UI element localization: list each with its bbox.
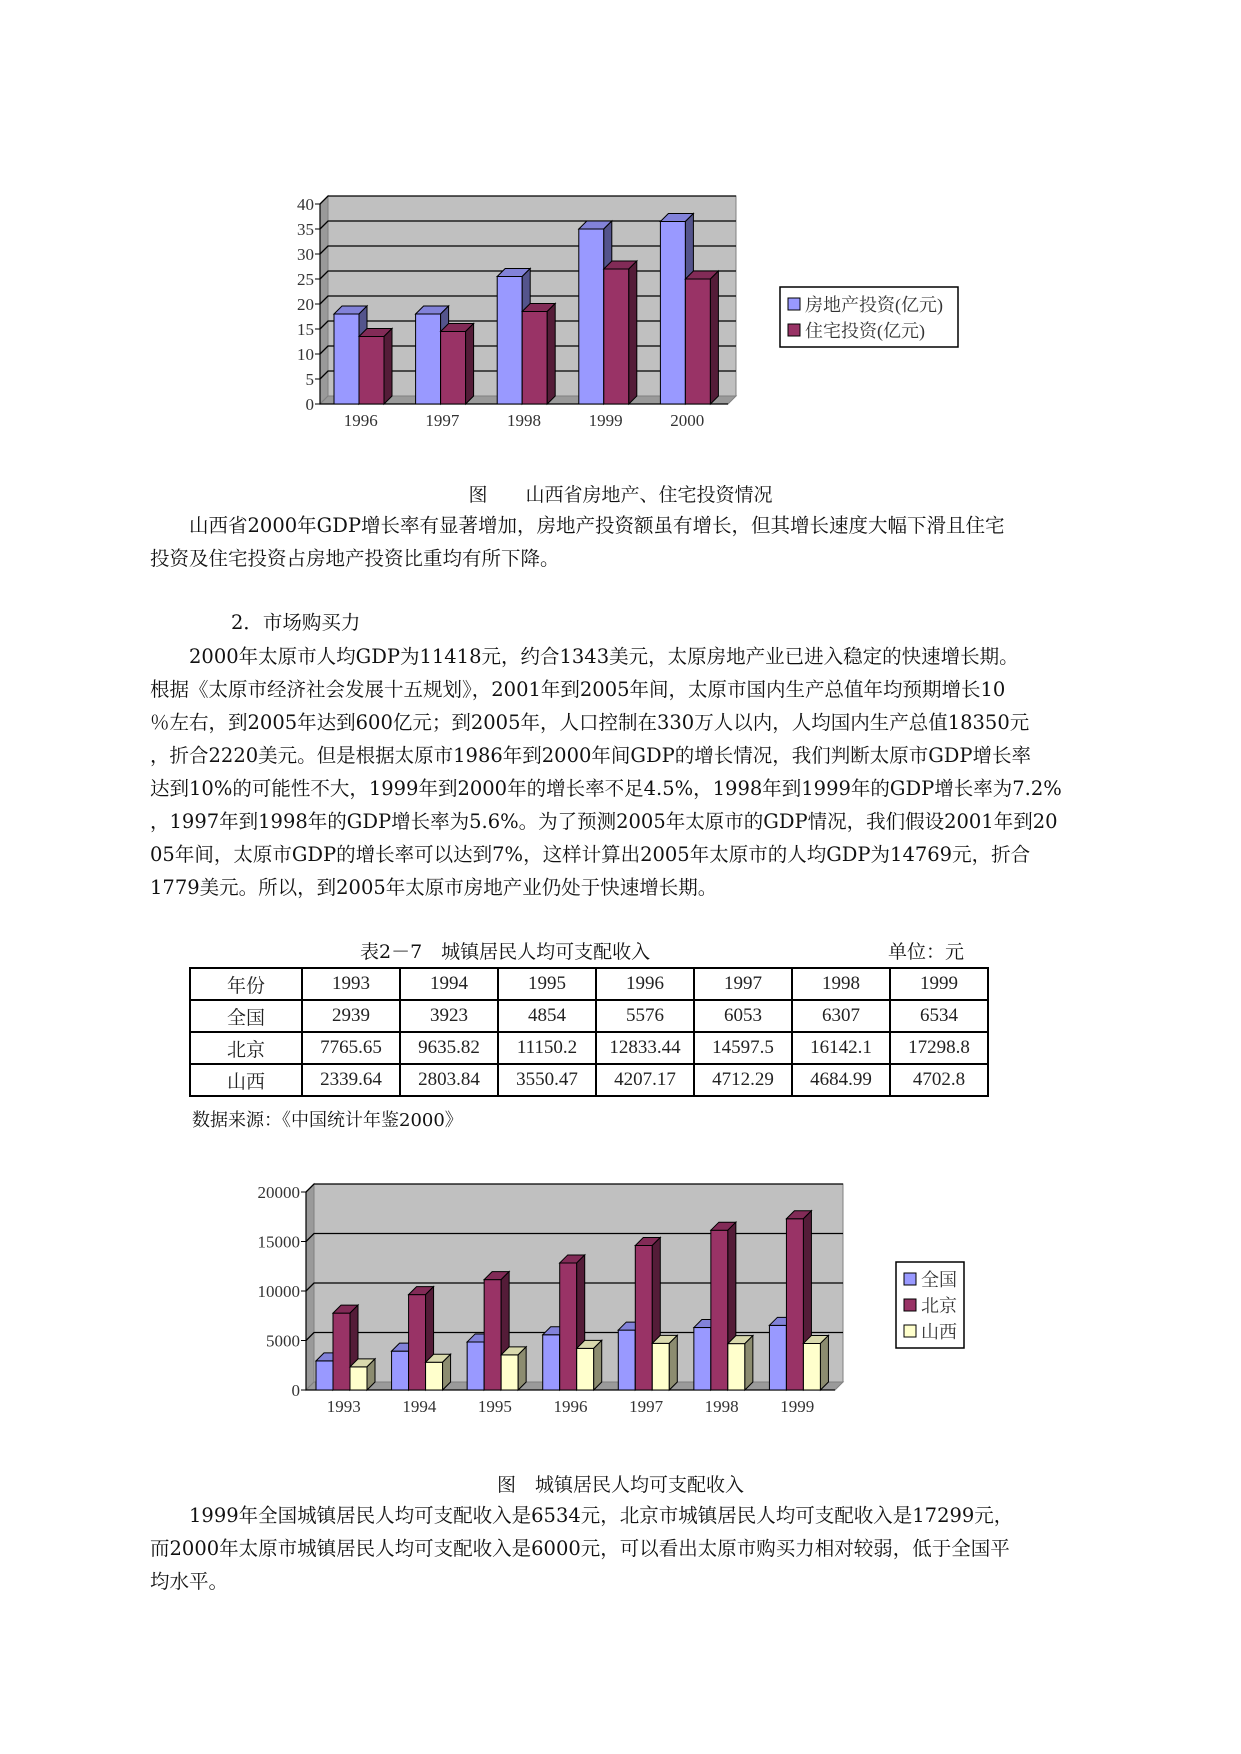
table-cell: 1997 — [694, 968, 792, 1000]
bar-side — [820, 1335, 828, 1390]
y-tick-label: 20000 — [257, 1183, 300, 1202]
section-heading: 2．市场购买力 — [192, 611, 361, 634]
bar — [579, 229, 604, 404]
paragraph-2 — [150, 640, 1090, 904]
legend-swatch — [788, 324, 800, 336]
paragraph-line: ，折合2220美元。但是根据太原市1986年到2000年间GDP的增长情况，我们判断太原市GDP增长率 — [150, 744, 1032, 767]
table-cell: 12833.44 — [596, 1032, 694, 1064]
paragraph-line: 而2000年太原市城镇居民人均可支配收入是6000元，可以看出太原市购买力相对较弱，低于全国平 — [150, 1537, 1010, 1560]
bar-side — [594, 1340, 602, 1390]
bar — [652, 1343, 669, 1390]
figure1-caption: 图 山西省房地产、住宅投资情况 — [468, 484, 773, 506]
table-row — [190, 968, 988, 1000]
bar — [441, 332, 466, 405]
paragraph-line: 1779美元。所以，到2005年太原市房地产业仍处于快速增长期。 — [150, 876, 718, 899]
bar — [543, 1335, 560, 1390]
y-tick-label: 25 — [297, 270, 314, 289]
y-tick-label: 15000 — [257, 1232, 300, 1252]
x-tick-label: 2000 — [670, 411, 705, 430]
bar — [497, 277, 522, 405]
legend-label: 房地产投资(亿元) — [805, 295, 943, 315]
table-cell: 1995 — [498, 968, 596, 1000]
bar — [618, 1330, 635, 1390]
paragraph-line: 2000年太原市人均GDP为11418元，约合1343美元，太原房地产业已进入稳定的快速增长期。 — [150, 645, 1019, 668]
bar — [392, 1351, 409, 1390]
table-cell: 7765.65 — [302, 1032, 400, 1064]
y-tick-label: 10 — [297, 345, 314, 364]
table-cell: 6307 — [792, 1000, 890, 1032]
table-cell: 4207.17 — [596, 1064, 694, 1096]
bar — [711, 1230, 728, 1390]
bar — [409, 1295, 426, 1390]
bar — [685, 279, 710, 404]
y-tick-label: 35 — [297, 220, 314, 239]
legend-swatch — [904, 1273, 916, 1285]
table-cell: 山西 — [190, 1064, 302, 1096]
x-tick-label: 1996 — [553, 1397, 588, 1416]
bar-side — [466, 324, 474, 405]
bar-side — [384, 329, 392, 405]
table-cell: 1994 — [400, 968, 498, 1000]
table-row — [190, 1032, 988, 1064]
y-tick-label: 20 — [297, 295, 314, 314]
y-tick-label: 0 — [305, 395, 314, 414]
bar — [577, 1348, 594, 1390]
income-table — [189, 967, 989, 1097]
bar — [467, 1342, 484, 1390]
table-cell: 1996 — [596, 968, 694, 1000]
paragraph-1 — [150, 509, 1090, 575]
bar — [560, 1263, 577, 1390]
y-tick-label: 0 — [291, 1381, 300, 1400]
investment-bar-chart — [0, 0, 1241, 470]
bar — [316, 1361, 333, 1390]
x-tick-label: 1999 — [588, 411, 623, 430]
figure2-caption: 图 城镇居民人均可支配收入 — [496, 1474, 744, 1496]
bar — [769, 1325, 786, 1390]
paragraph-line: 05年间，太原市GDP的增长率可以达到7%，这样计算出2005年太原市的人均GDP为14769元，折合 — [150, 843, 1031, 866]
table-cell: 16142.1 — [792, 1032, 890, 1064]
bar — [604, 269, 629, 404]
paragraph-3 — [150, 1499, 1090, 1598]
table-cell: 5576 — [596, 1000, 694, 1032]
paragraph-line: ％左右，到2005年达到600亿元；到2005年，人口控制在330万人以内，人均国内生产总值18350元 — [150, 711, 1030, 734]
table-cell: 3923 — [400, 1000, 498, 1032]
income-bar-chart — [0, 1160, 1241, 1440]
bar — [660, 222, 685, 405]
y-tick-label: 5000 — [266, 1331, 300, 1351]
table-cell: 1993 — [302, 968, 400, 1000]
paragraph-line: 均水平。 — [150, 1570, 229, 1593]
bar-side — [518, 1347, 526, 1390]
table-cell: 4712.29 — [694, 1064, 792, 1096]
table-row — [190, 1064, 988, 1096]
table-cell: 6053 — [694, 1000, 792, 1032]
legend-label: 北京 — [921, 1296, 957, 1316]
bar — [416, 314, 441, 404]
table-cell: 2803.84 — [400, 1064, 498, 1096]
paragraph-line: 1999年全国城镇居民人均可支配收入是6534元，北京市城镇居民人均可支配收入是17299元， — [150, 1504, 1014, 1527]
legend-swatch — [788, 298, 800, 310]
table-title: 表2－7 城镇居民人均可支配收入 — [360, 941, 651, 963]
bar-side — [710, 271, 718, 404]
y-tick-label: 5 — [305, 370, 314, 389]
table-cell: 3550.47 — [498, 1064, 596, 1096]
paragraph-line: 达到10%的可能性不大，1999年到2000年的增长率不足4.5%，1998年到1999年的GDP增长率为7.2% — [150, 777, 1062, 800]
x-tick-label: 1995 — [477, 1397, 512, 1416]
bar — [635, 1245, 652, 1390]
paragraph-line: 投资及住宅投资占房地产投资比重均有所下降。 — [150, 547, 560, 570]
x-tick-label: 1997 — [425, 411, 460, 430]
legend-label: 山西 — [921, 1322, 957, 1342]
paragraph-line: 山西省2000年GDP增长率有显著增加，房地产投资额虽有增长，但其增长速度大幅下滑且住宅 — [150, 514, 1005, 537]
bar — [728, 1344, 745, 1390]
x-tick-label: 1998 — [704, 1397, 739, 1416]
legend-swatch — [904, 1299, 916, 1311]
table-cell: 1998 — [792, 968, 890, 1000]
table-cell: 6534 — [890, 1000, 988, 1032]
x-tick-label: 1993 — [326, 1397, 361, 1416]
x-tick-label: 1999 — [780, 1397, 815, 1416]
y-tick-label: 40 — [297, 195, 314, 214]
table-row — [190, 1000, 988, 1032]
x-tick-label: 1997 — [629, 1397, 664, 1416]
table-cell: 9635.82 — [400, 1032, 498, 1064]
bar — [426, 1362, 443, 1390]
y-tick-label: 15 — [297, 320, 314, 339]
table-cell: 全国 — [190, 1000, 302, 1032]
bar-side — [547, 304, 555, 405]
bar — [359, 337, 384, 405]
bar — [786, 1219, 803, 1390]
table-cell: 11150.2 — [498, 1032, 596, 1064]
table-unit: 单位：元 — [888, 941, 965, 963]
legend-label: 全国 — [921, 1270, 957, 1290]
bar — [803, 1343, 820, 1390]
table-cell: 1999 — [890, 968, 988, 1000]
table-cell: 4854 — [498, 1000, 596, 1032]
bar — [350, 1367, 367, 1390]
bar — [333, 1313, 350, 1390]
bar-side — [629, 261, 637, 404]
table-cell: 2339.64 — [302, 1064, 400, 1096]
bar — [522, 312, 547, 405]
x-tick-label: 1998 — [507, 411, 541, 430]
legend-swatch — [904, 1325, 916, 1337]
table-cell: 17298.8 — [890, 1032, 988, 1064]
bar-side — [745, 1336, 753, 1390]
table-cell: 4684.99 — [792, 1064, 890, 1096]
paragraph-line: 根据《太原市经济社会发展十五规划》，2001年到2005年间，太原市国内生产总值年均预期增长10 — [150, 678, 1006, 701]
table-cell: 14597.5 — [694, 1032, 792, 1064]
bar-side — [669, 1335, 677, 1390]
bar — [484, 1280, 501, 1390]
bar — [694, 1328, 711, 1390]
table-cell: 4702.8 — [890, 1064, 988, 1096]
x-tick-label: 1996 — [343, 411, 378, 430]
legend-label: 住宅投资(亿元) — [805, 321, 925, 341]
x-tick-label: 1994 — [402, 1397, 437, 1416]
y-tick-label: 30 — [297, 245, 314, 264]
table-cell: 年份 — [190, 968, 302, 1000]
table-cell: 北京 — [190, 1032, 302, 1064]
paragraph-line: ，1997年到1998年的GDP增长率为5.6%。为了预测2005年太原市的GDP情况，我们假设2001年到20 — [150, 810, 1058, 833]
data-source-note: 数据来源：《中国统计年鉴2000》 — [192, 1110, 463, 1131]
table-cell: 2939 — [302, 1000, 400, 1032]
bar — [501, 1355, 518, 1390]
y-tick-label: 10000 — [257, 1282, 300, 1301]
bar — [334, 314, 359, 404]
